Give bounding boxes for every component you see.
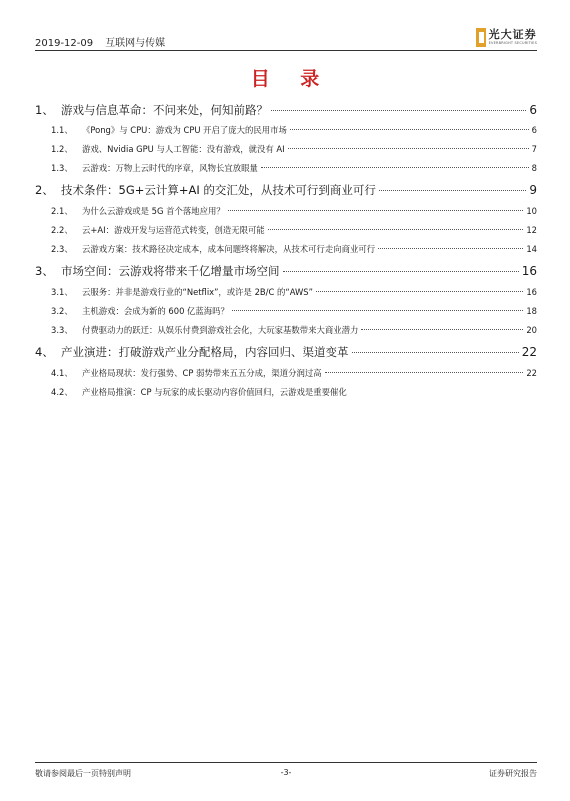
toc-entry-title: 主机游戏：会成为新的 600 亿蓝海吗？ — [82, 306, 229, 316]
toc-section[interactable] — [35, 259, 537, 283]
toc-leader-dots — [228, 210, 524, 211]
toc-entry-number: 3.3、 — [51, 325, 73, 335]
toc-entry-title: 《Pong》与 CPU：游戏为 CPU 开启了庞大的民用市场 — [82, 125, 287, 135]
toc-subsection[interactable] — [35, 302, 537, 321]
toc-entry-title: 为什么云游戏或是 5G 首个落地应用？ — [82, 206, 225, 216]
toc-leader-dots — [379, 190, 526, 191]
disclaimer-note: 敬请参阅最后一页特别声明 — [35, 769, 131, 778]
toc-leader-dots — [361, 329, 523, 330]
toc-subsection[interactable] — [35, 221, 537, 240]
toc-subsection[interactable] — [35, 240, 537, 259]
industry-label: 互联网与传媒 — [105, 38, 166, 49]
toc-entry-title: 游戏、Nvidia GPU 与人工智能：没有游戏，就没有 AI — [82, 144, 285, 154]
page-number: -3- — [280, 768, 292, 777]
company-logo — [476, 26, 537, 48]
toc-page-number: 6 — [529, 103, 537, 117]
toc-entry-number: 2.1、 — [51, 206, 73, 216]
toc-entry-number: 3、 — [35, 264, 54, 278]
toc-subsection[interactable] — [35, 321, 537, 340]
toc-entry-number: 4.2、 — [51, 387, 73, 397]
toc-leader-dots — [290, 129, 529, 130]
toc-section[interactable] — [35, 340, 537, 364]
logo-chinese-name: 光大证券 — [488, 27, 537, 41]
toc-entry-number: 2、 — [35, 183, 54, 197]
toc-entry-title: 产业格局现状：发行强势、CP 弱势带来五五分成，渠道分润过高 — [82, 368, 322, 378]
toc-section[interactable] — [35, 178, 537, 202]
toc-leader-dots — [271, 110, 526, 111]
toc-entry-title: 云服务：并非是游戏行业的“Netflix”，或许是 2B/C 的“AWS” — [82, 287, 313, 297]
toc-subsection[interactable] — [35, 140, 537, 159]
toc-leader-dots — [268, 229, 524, 230]
toc-entry-number: 2.3、 — [51, 244, 73, 254]
toc-page-number: 7 — [531, 144, 537, 154]
toc-section[interactable] — [35, 99, 537, 121]
toc-entry-number: 3.1、 — [51, 287, 73, 297]
toc-subsection[interactable] — [35, 383, 537, 402]
toc-entry-number: 4.1、 — [51, 368, 73, 378]
toc-entry-number: 1.2、 — [51, 144, 73, 154]
toc-page-number: 6 — [531, 125, 537, 135]
toc-leader-dots — [232, 310, 523, 311]
toc-subsection[interactable] — [35, 202, 537, 221]
toc-entry-number: 4、 — [35, 345, 54, 359]
toc-entry-title: 云游戏方案：技术路径决定成本，成本问题终将解决，从技术可行走向商业可行 — [82, 244, 376, 254]
toc-entry-number: 2.2、 — [51, 225, 73, 235]
toc-subsection[interactable] — [35, 364, 537, 383]
toc-entry-number: 1.3、 — [51, 163, 73, 173]
toc-leader-dots — [325, 372, 524, 373]
toc-page-number: 10 — [526, 206, 537, 216]
toc-page-number: 20 — [526, 325, 537, 335]
toc-entry-number: 1.1、 — [51, 125, 73, 135]
toc-entry-title: 产业演进：打破游戏产业分配格局，内容回归、渠道变革 — [61, 345, 349, 359]
toc-entry-title: 产业格局推演：CP 与玩家的成长驱动内容价值回归，云游戏是重要催化 — [82, 387, 347, 397]
toc-leader-dots — [316, 291, 523, 292]
toc-page-number: 16 — [521, 264, 537, 278]
toc-entry-number: 1、 — [35, 103, 54, 117]
toc-page-number: 8 — [531, 163, 537, 173]
toc-entry-title: 技术条件：5G+云计算+AI 的交汇处，从技术可行到商业可行 — [61, 183, 376, 197]
toc-subsection[interactable] — [35, 159, 537, 178]
logo-mark-icon — [476, 28, 486, 47]
toc-entry-title: 市场空间：云游戏将带来千亿增量市场空间 — [61, 264, 280, 278]
toc-page-number: 18 — [526, 306, 537, 316]
header-info — [35, 34, 165, 49]
toc-entry-title: 游戏与信息革命：不问来处，何知前路？ — [61, 103, 268, 117]
logo-english-name: EVERBRIGHT SECURITIES — [488, 40, 537, 45]
page-header — [35, 27, 537, 50]
toc-leader-dots — [261, 167, 529, 168]
footer-divider — [35, 762, 537, 763]
toc-entry-title: 云游戏：万物上云时代的序章，风物长宜放眼量 — [82, 163, 258, 173]
header-divider — [35, 50, 537, 51]
page-title: 目 录 — [250, 68, 332, 90]
toc-page-number: 12 — [526, 225, 537, 235]
toc-leader-dots — [378, 248, 523, 249]
table-of-contents — [35, 99, 537, 402]
toc-page-number: 14 — [526, 244, 537, 254]
report-date: 2019-12-09 — [35, 38, 94, 49]
toc-leader-dots — [352, 352, 519, 353]
toc-entry-title: 云+AI：游戏开发与运营范式转变，创造无限可能 — [82, 225, 265, 235]
toc-page-number: 22 — [526, 368, 537, 378]
toc-entry-number: 3.2、 — [51, 306, 73, 316]
toc-subsection[interactable] — [35, 121, 537, 140]
toc-leader-dots — [283, 271, 519, 272]
toc-page-number: 16 — [526, 287, 537, 297]
toc-entry-title: 付费驱动力的跃迁：从娱乐付费到游戏社会化，大玩家基数带来大商业潜力 — [82, 325, 359, 335]
report-type: 证券研究报告 — [489, 769, 537, 778]
toc-page-number: 9 — [529, 183, 537, 197]
toc-leader-dots — [288, 148, 529, 149]
toc-page-number: 22 — [521, 345, 537, 359]
toc-subsection[interactable] — [35, 283, 537, 302]
